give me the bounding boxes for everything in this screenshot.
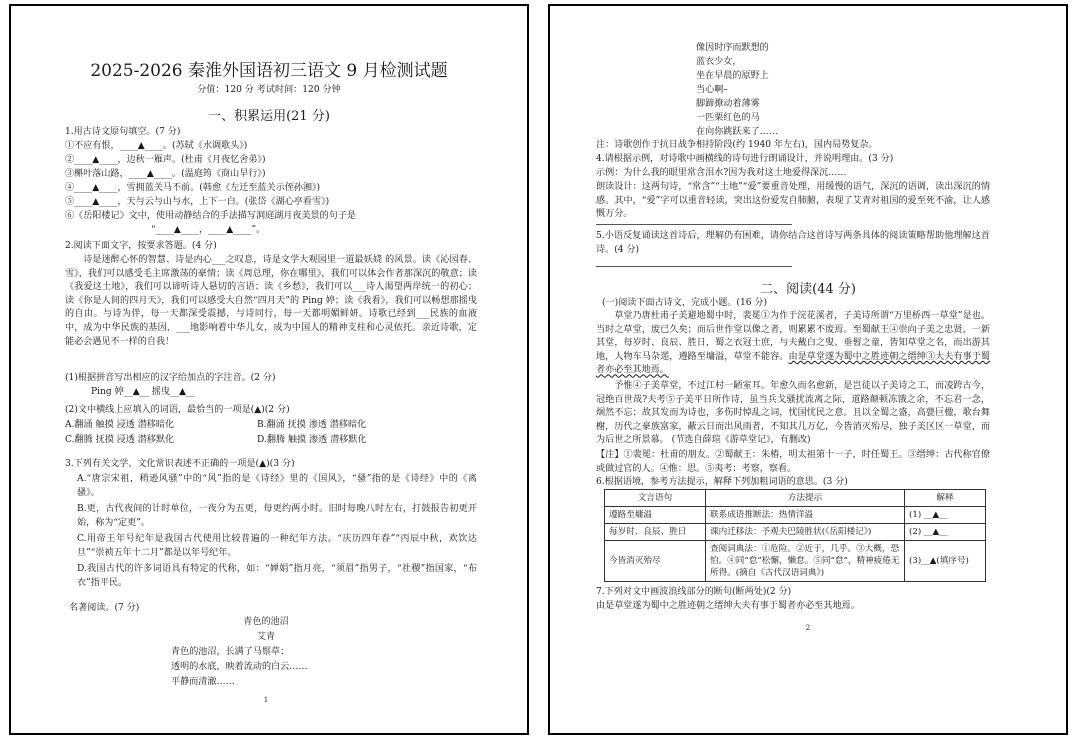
question-2: 2.阅读下面文字，按要求答题。(4 分) xyxy=(65,241,217,251)
q1-line-2: ②____▲____，边秋一雁声。(杜甫《月夜忆舍弟》) xyxy=(65,155,266,165)
passage-paragraph-2: 予惟④子美草堂，不过江村一陋室耳。年愈久而名愈新，是岂徒以子美诗之工，而凌跨古今，冠绝百世哉?夫考⑤子美平日所作诗，虽当兵戈骚扰流离之际，道路颠顿冻饿之余，不忘君一念，炯然不忘；故其发而为诗也，多伤时悼乱之词，忧国忧民之意。且以全蜀之盛，高甍巨楹，歌台舞榭，历代之豪族富家，蔽云日而出风雨者，不知其几万亿，今皆消灭殆尽，独子美区区一草堂，而为后世之所景慕。 (节选自薛瑄《游草堂记》，有删改) xyxy=(596,381,990,446)
poem-line-8: 脚蹄撩动着薄雾 xyxy=(696,99,760,109)
q2-sub-1-answer: Ping 婷__▲__ 摇曳__▲__ xyxy=(91,387,196,397)
passage-paragraph-1 xyxy=(596,310,990,378)
table-row xyxy=(605,507,986,524)
reading-intro: (一)阅读下面古诗文，完成小题。(16 分) xyxy=(602,298,768,308)
q2-passage: 诗是迷醉心怀的智慧、诗是内心___之叹息，诗是文学大观园里一道最妖娆 的风景。读《沁园春、雪》，我们可以感受毛主席激荡的豪情；读《周总理，你在哪里》，我们可以体会作者那深沉的敬意；读《我爱这土地》，我们可以谛听诗人悬切的言语；读《乡愁》，我们可以___诗人渴望两岸统一的初心；读《你是人间的四月天》，我们可以感受大自然“四月天”的 Ping 婷；读《我看》，我们可以畅想那摇曳的自由。与诗为伴，每一天都深受震撼，与诗同行，每一天都明媚鲜妍。诗歌已经到___民族的血液中，成为中华民族的基因，___地影响着中华儿女，成为中国人的精神支柱和心灵依托。亲近诗歌，定能必会遇见不一样的自我！ xyxy=(65,255,477,347)
table-row xyxy=(605,524,986,541)
section-1-heading: 一、积累运用(21 分) xyxy=(208,109,330,124)
question-1: 1.用古诗文原句填空。(7 分) xyxy=(65,127,181,137)
answer-line xyxy=(596,224,792,225)
table-header: 解释 xyxy=(905,490,986,507)
table-cell: 每岁时、良辰、胜日 xyxy=(605,524,706,541)
q2-option-a: A.翻涌 触摸 浸透 潜移暗化 xyxy=(65,420,175,430)
q1-blank: “____▲____，____▲____”。 xyxy=(151,225,266,235)
question-7: 7.下列对文中画波浪线部分的断句(断两处)(2 分) xyxy=(596,587,792,597)
q7-text: 由是草堂遂为蜀中之胜迹朝之缙绅大夫有事于蜀者亦必至其地焉。 xyxy=(596,601,860,611)
q4-design: 朗读设计：这两句诗，“常含”“土地”“爱”要重音处理，用缓慢的语气，深沉的语调，读出深沉的情感。其中，“爱”字可以重音轻读，突出这份爱发自肺腑，表现了艾青对祖国的爱至死不渝，让人感慨万分。 xyxy=(596,182,990,220)
question-5: 5.小语反复诵读这首诗后，理解仍有困难，请你结合这首诗写两条具体的阅读策略帮助他理解这首诗。(4 分) xyxy=(596,231,990,255)
table-cell: 今皆消灭殆尽 xyxy=(605,541,706,582)
page-1 xyxy=(9,4,529,735)
passage-text: 草堂乃唐杜甫子美避地蜀中时，裴冕①为作于浣花溪者，子美诗所谓“万里桥西一草堂”是也。当时之草堂，废已久矣；而后世作堂以像之者，则累累不废焉。至蜀献王④崇向子美之忠贤，一新其堂，每岁时、良辰、胜日，蜀之衣冠士庶，与夫戴白之叟、垂髫之童，皆知草堂之名，而出游其地，人物车马杂遝，遵路至墉溢，草堂不能容。 xyxy=(596,311,990,362)
table-cell: (3)__▲(填序号) xyxy=(905,541,986,582)
poem-line-2: 透明的水底，映着流动的白云…… xyxy=(171,662,308,672)
q2-option-d: D.翻腾 触摸 渗透 潜移默化 xyxy=(257,435,367,445)
q1-line-6: ⑥《岳阳楼记》文中，使用动静结合的手法描写洞庭湖月夜美景的句子是 xyxy=(65,211,357,221)
page-number: 2 xyxy=(805,624,811,632)
table-cell: 课内迁移法：予观夫巴陵胜状(《岳阳楼记》) xyxy=(706,524,905,541)
table-cell: 联系成语推断法：热情洋溢 xyxy=(706,507,905,524)
answer-line xyxy=(596,266,792,267)
q3-option-a: A.“唐宗宋祖，稍逊风骚”中的“风”指的是《诗经》里的《国风》，“骚”指的是《诗经》中的《离骚》。 xyxy=(77,474,477,498)
score-info: 分值：120 分 考试时间：120 分钟 xyxy=(197,85,341,95)
poem-line-3: 平静而清澈…… xyxy=(171,677,235,687)
question-3: 3.下列有关文学、文化常识表述不正确的一项是(▲)(3 分) xyxy=(65,459,295,469)
q1-line-5: ⑤____▲____，天与云与山与水，上下一白。(张岱《湖心亭看雪》) xyxy=(65,197,330,207)
poem-line-5: 蓝衣少女， xyxy=(696,57,742,67)
question-4-heading: 名著阅读。(7 分) xyxy=(69,603,140,613)
q3-option-d: D.我国古代的许多词语具有特定的代称，如：“婵娟”指月亮，“须眉”指男子，“社稷”指国家，“布衣”指平民。 xyxy=(77,564,477,588)
table-row xyxy=(605,541,986,582)
table-cell: (2) __▲__ xyxy=(905,524,986,541)
table-cell: 遵路至墉溢 xyxy=(605,507,706,524)
poem-line-9: 一匹栗红色的马 xyxy=(696,113,760,123)
exam-title: 2025-2026 秦淮外国语初三语文 9 月检测试题 xyxy=(90,61,448,81)
q2-sub-2: (2)文中横线上应填入的词语，最恰当的一项是(▲)(2 分) xyxy=(65,405,290,415)
page-number: 1 xyxy=(263,696,269,704)
q1-line-3: ③槲叶落山路，____▲____。(温庭筠《商山早行》) xyxy=(65,169,266,179)
vocab-table xyxy=(604,489,986,582)
page-2 xyxy=(548,4,1068,735)
section-2-heading: 二、阅读(44 分) xyxy=(760,282,856,297)
poem-line-7: 当心啊– xyxy=(696,85,728,95)
poem-note: 注：诗歌创作于抗日战争相持阶段(约 1940 年左右)，国内局势复杂。 xyxy=(596,140,878,150)
poem-line-6: 坐在早晨的原野上 xyxy=(696,71,769,81)
q2-option-b: B.翻涌 抚摸 渗透 潜移暗化 xyxy=(257,420,367,430)
table-header: 文言语句 xyxy=(605,490,706,507)
poem-author: 艾青 xyxy=(256,632,276,642)
q1-line-1: ①不应有恨，____▲____。(苏轼《水调歌头》) xyxy=(65,141,248,151)
table-header-row xyxy=(605,490,986,507)
question-4: 4.请根据示例，对诗歌中画横线的诗句进行朗诵设计，并说明理由。(3 分) xyxy=(596,154,894,164)
q2-option-c: C.翻腾 抚摸 浸透 潜移默化 xyxy=(65,435,175,445)
table-header: 方法提示 xyxy=(706,490,905,507)
q3-option-b: B.更，古代夜间的计时单位，一夜分为五更，每更约两小时。旧时每晚八时左右，打鼓报告初更开始，称为“定更”。 xyxy=(77,504,477,528)
poem-line-10: 在向你跳跃来了…… xyxy=(696,127,778,137)
passage-notes: 【注】①裴冕：杜甫的朋友。②蜀献王：朱椿，明太祖第十一子，时任蜀王。③缙绅：古代称官僚或做过官的人。④惟：思。⑤夷考：考察，察看。 xyxy=(596,450,990,474)
question-6: 6.根据语境，参考方法提示，解释下列加粗词语的意思。(3 分) xyxy=(596,477,848,487)
passage-underlined: 由是草堂遂为蜀中之胜迹朝之缙绅③大夫有事于蜀者亦必至其地焉。 xyxy=(596,351,990,376)
q3-option-c: C.用帝王年号纪年是我国古代使用比较普遍的一种纪年方法。“庆历四年春”“丙辰中秋，欢饮达旦”“崇祯五年十二月”都是以年号纪年。 xyxy=(77,534,477,558)
q4-example: 示例：为什么我的眼里常含泪水?因为我对这土地爱得深沉…… xyxy=(596,168,847,178)
poem-line-4: 像因时序而默想的 xyxy=(696,43,769,53)
table-cell: 查阅词典法：①危险。②近于，几乎。③大概，恐怕。④同“怠”松懈，懒怠。⑤同“怠”，精神疲倦无所得。(摘自《古代汉语词典》) xyxy=(706,541,905,582)
q1-line-4: ④____▲____，雪拥蓝关马不前。(韩愈《左迁至蓝关示侄孙湘》) xyxy=(65,183,321,193)
table-cell: (1) __▲__ xyxy=(905,507,986,524)
poem-line-1: 青色的池沼，长满了马鬃草； xyxy=(171,647,290,657)
q2-sub-1: (1)根据拼音写出相应的汉字给加点的字注音。(2 分) xyxy=(65,373,276,383)
poem-title: 青色的池沼 xyxy=(243,617,289,627)
